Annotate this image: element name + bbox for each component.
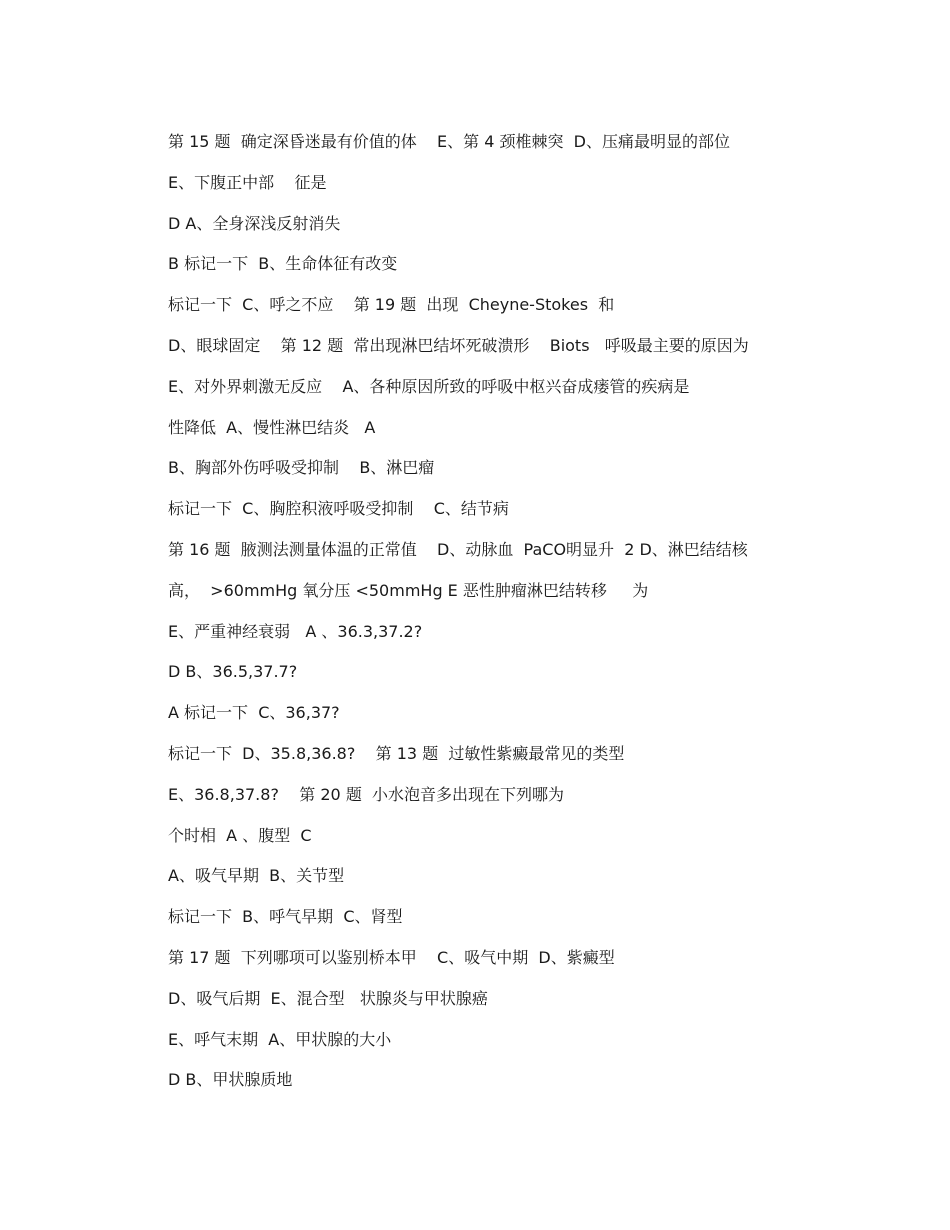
text-line: B、胸部外伤呼吸受抑制 B、淋巴瘤 (168, 458, 435, 478)
document-body (168, 128, 928, 1107)
text-line: E、对外界刺激无反应 A、各种原因所致的呼吸中枢兴奋成瘘管的疾病是 (168, 376, 690, 396)
text-line: 标记一下 B、呼气早期 C、肾型 (168, 907, 403, 927)
text-line: A 标记一下 C、36,37? (168, 703, 340, 723)
text-line: 标记一下 C、呼之不应 第 19 题 出现 Cheyne-Stokes 和 (168, 295, 615, 315)
text-line: D B、甲状腺质地 (168, 1070, 293, 1090)
text-line: 标记一下 D、35.8,36.8? 第 13 题 过敏性紫癜最常见的类型 (168, 743, 625, 763)
text-line: D B、36.5,37.7? (168, 662, 298, 682)
text-line: B 标记一下 B、生命体征有改变 (168, 254, 398, 274)
text-line: D A、全身深浅反射消失 (168, 213, 341, 233)
text-line: D、吸气后期 E、混合型 状腺炎与甲状腺癌 (168, 988, 488, 1008)
text-line: 第 15 题 确定深昏迷最有价值的体 E、第 4 颈椎棘突 D、压痛最明显的部位 (168, 132, 731, 151)
text-line: 性降低 A、慢性淋巴结炎 A (168, 417, 376, 437)
text-line: E、严重神经衰弱 A 、36.3,37.2? (168, 621, 423, 641)
text-line: E、下腹正中部 征是 (168, 172, 327, 192)
text-line: 标记一下 C、胸腔积液呼吸受抑制 C、结节病 (168, 499, 509, 519)
text-line: E、呼气末期 A、甲状腺的大小 (168, 1029, 392, 1049)
text-line: A、吸气早期 B、关节型 (168, 866, 345, 886)
text-line: 第 16 题 腋测法测量体温的正常值 D、动脉血 PaCO明显升 2 D、淋巴结结核 (168, 539, 748, 559)
text-line: 第 17 题 下列哪项可以鉴别桥本甲 C、吸气中期 D、紫癜型 (168, 947, 615, 967)
text-line: E、36.8,37.8? 第 20 题 小水泡音多出现在下列哪为 (168, 784, 564, 804)
text-line: 高， >60mmHg 氧分压 <50mmHg E 恶性肿瘤淋巴结转移 为 (168, 580, 649, 600)
text-line: D、眼球固定 第 12 题 常出现淋巴结坏死破溃形 Biots 呼吸最主要的原因为 (168, 335, 749, 355)
text-line: 个时相 A 、腹型 C (168, 825, 312, 845)
